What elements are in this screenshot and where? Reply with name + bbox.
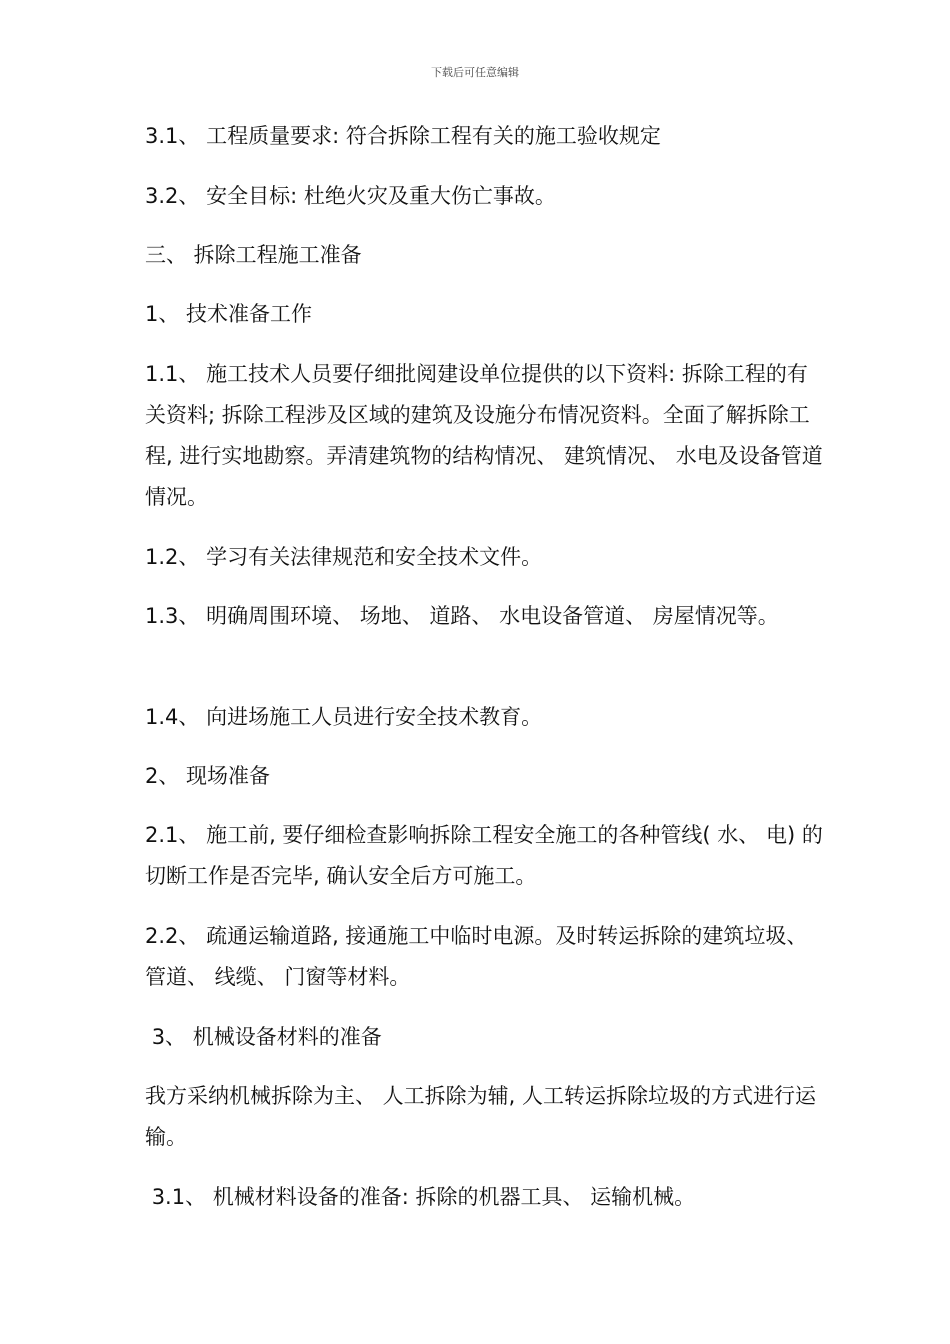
paragraph-1-4: 1.4、 向进场施工人员进行安全技术教育。 [145,705,543,729]
subsection-heading-site: 2、 现场准备 [145,764,271,788]
section-heading-preparation: 三、 拆除工程施工准备 [145,243,362,267]
page-header: 下载后可任意编辑 [431,66,519,79]
subsection-heading-equipment: 3、 机械设备材料的准备 [145,1025,382,1049]
paragraph-2-2: 2.2、 疏通运输道路, 接通施工中临时电源。及时转运拆除的建筑垃圾、 管道、 线缆、 门窗等材料。 [145,924,815,989]
paragraph-method: 我方采纳机械拆除为主、 人工拆除为辅, 人工转运拆除垃圾的方式进行运输。 [145,1084,817,1149]
subsection-heading-technical: 1、 技术准备工作 [145,302,313,326]
paragraph-1-3: 1.3、 明确周围环境、 场地、 道路、 水电设备管道、 房屋情况等。 [145,604,779,628]
paragraph-1-2: 1.2、 学习有关法律规范和安全技术文件。 [145,545,543,569]
paragraph-2-1: 2.1、 施工前, 要仔细检查影响拆除工程安全施工的各种管线( 水、 电) 的切断工作是否完毕, 确认安全后方可施工。 [145,823,823,888]
paragraph-3-1: 3.1、 机械材料设备的准备: 拆除的机器工具、 运输机械。 [145,1185,696,1209]
paragraph-quality-requirement: 3.1、 工程质量要求: 符合拆除工程有关的施工验收规定 [145,124,661,148]
paragraph-safety-goal: 3.2、 安全目标: 杜绝火灾及重大伤亡事故。 [145,184,556,208]
paragraph-1-1: 1.1、 施工技术人员要仔细批阅建设单位提供的以下资料: 拆除工程的有关资料; 拆除工程涉及区域的建筑及设施分布情况资料。全面了解拆除工程, 进行实地勘察。弄清建筑物的结构情况、 建筑情况、 水电及设备管道情况。 [145,362,823,509]
